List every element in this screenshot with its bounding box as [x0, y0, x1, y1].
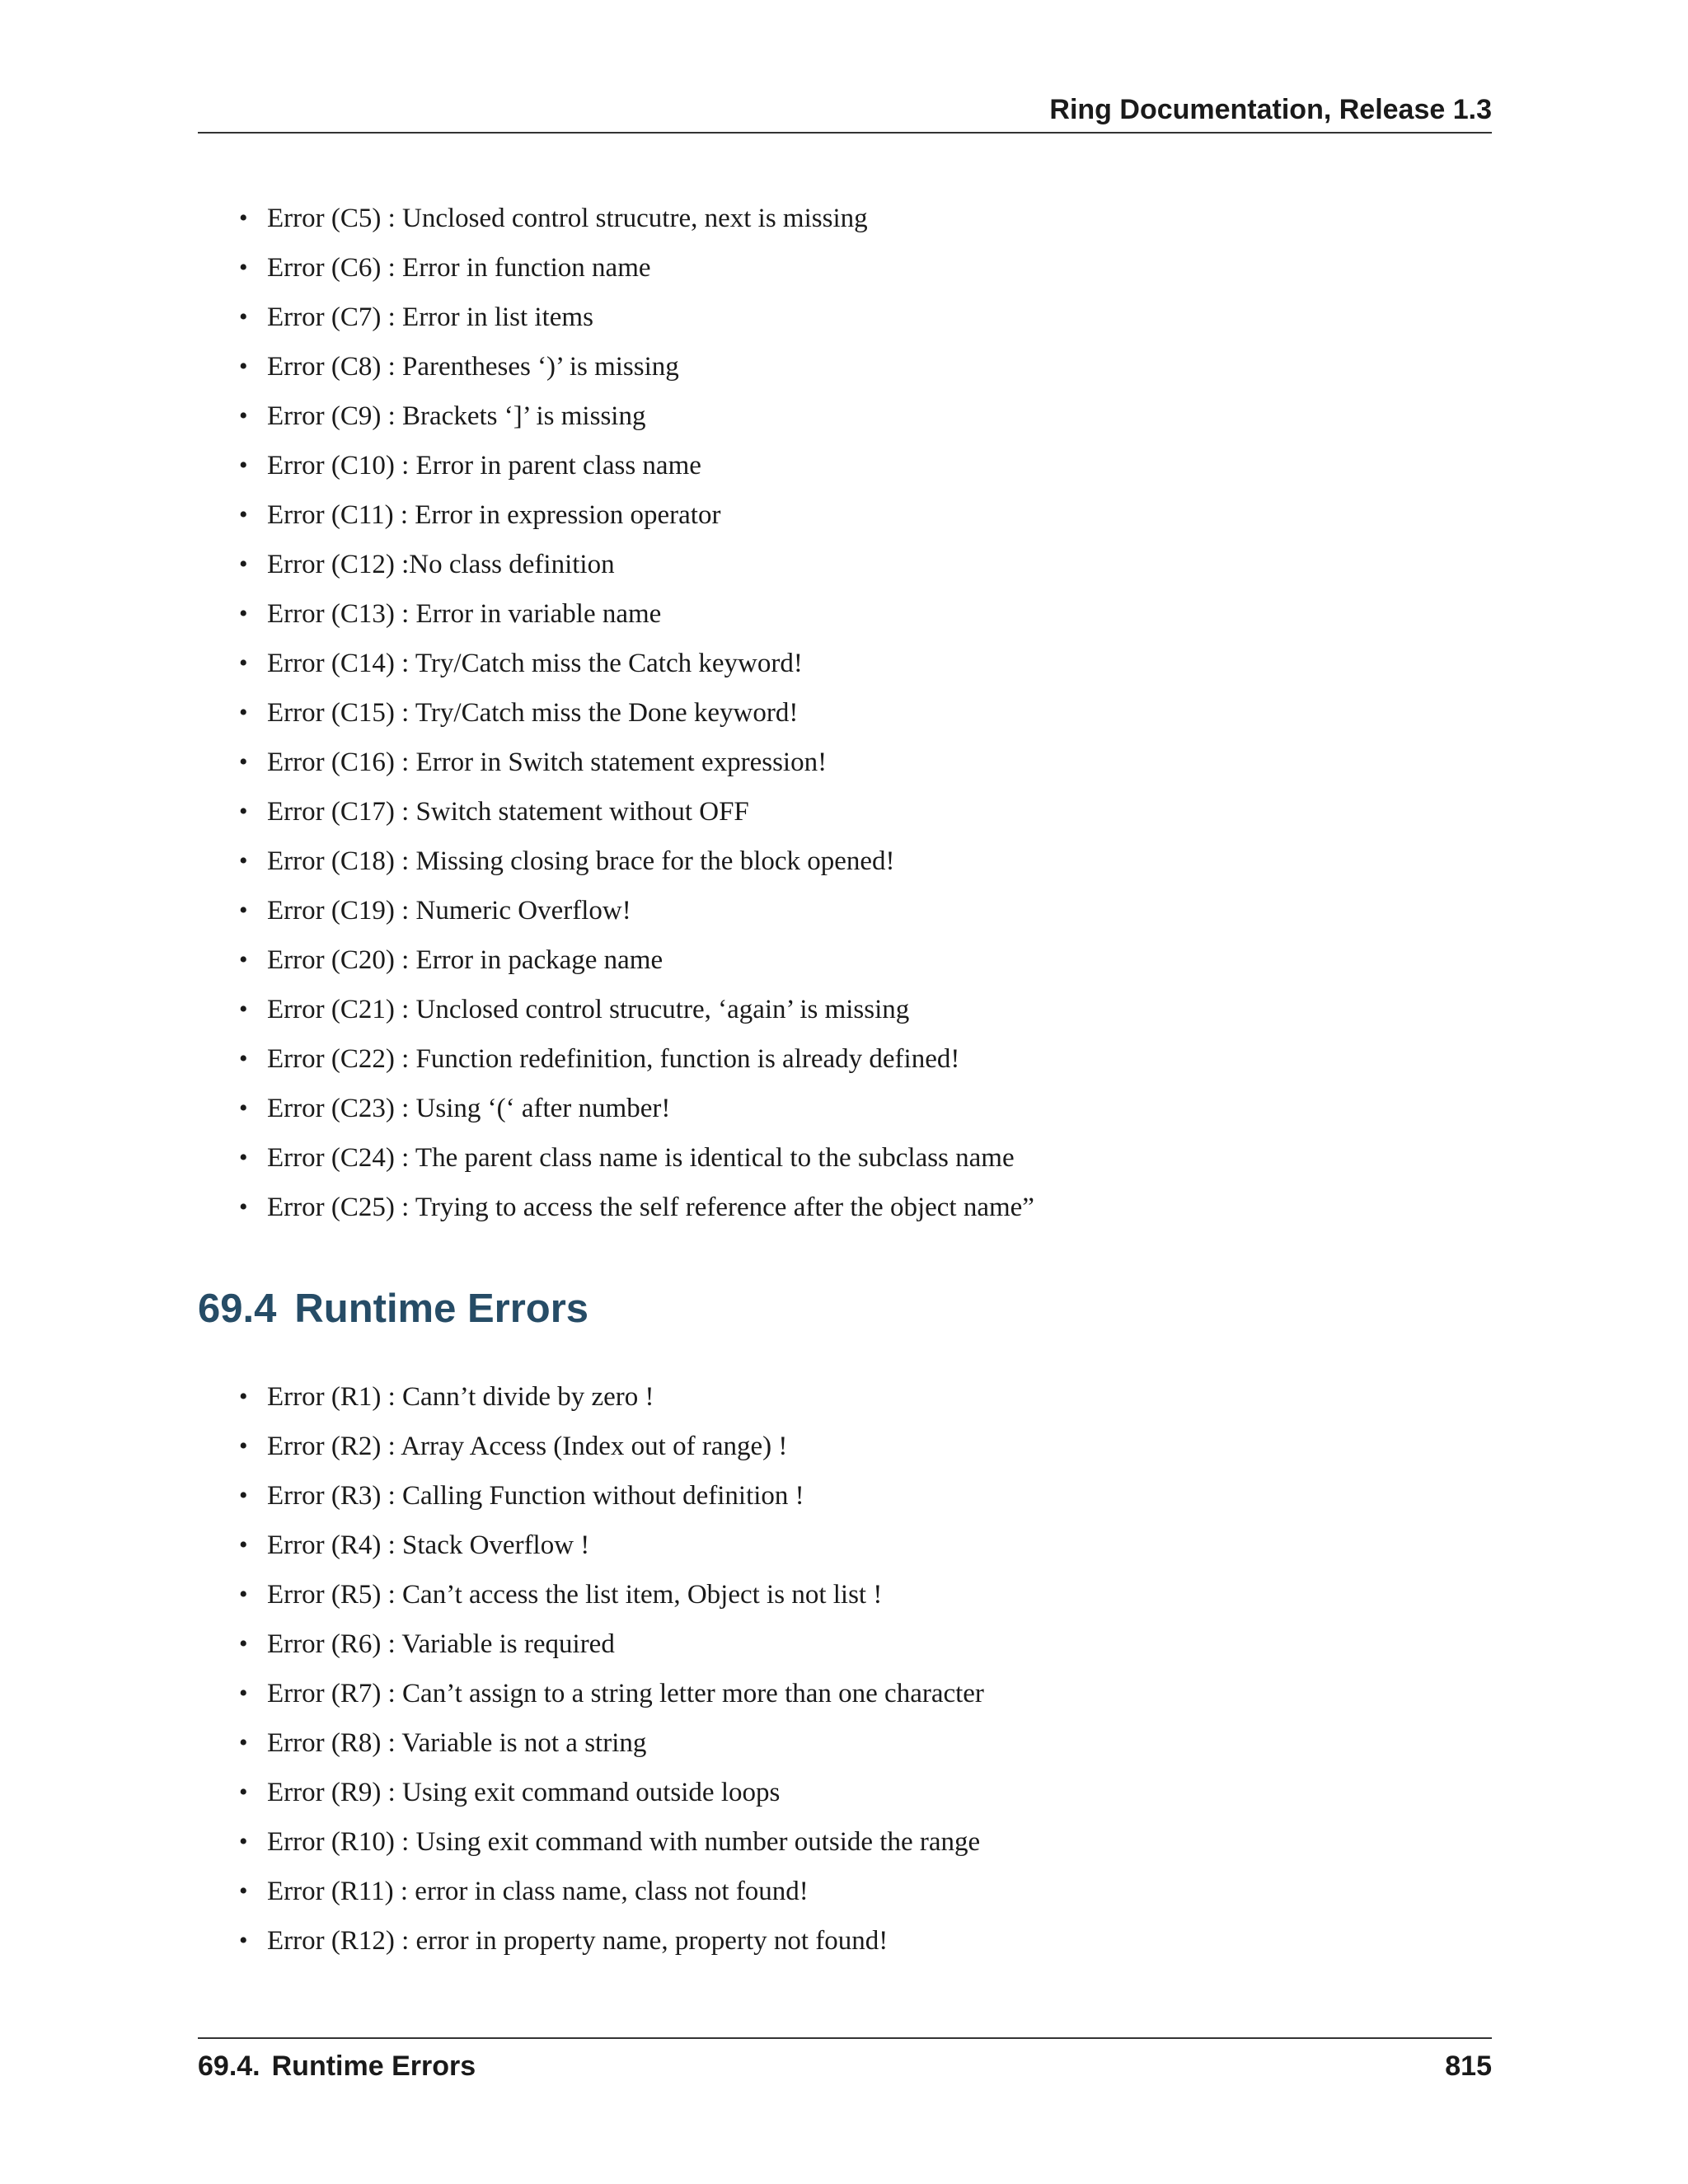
list-item: [239, 795, 1034, 845]
bullet-icon: •: [239, 204, 248, 232]
section-title: Runtime Errors: [294, 1286, 589, 1331]
list-item-text: Error (C17) : Switch statement without OFF: [267, 797, 749, 827]
list-item: [239, 894, 1034, 944]
bullet-icon: •: [239, 1877, 248, 1905]
list-item-text: Error (R6) : Variable is required: [267, 1629, 615, 1659]
list-item-text: Error (R3) : Calling Function without definition !: [267, 1481, 804, 1511]
list-item-text: Error (R9) : Using exit command outside loops: [267, 1778, 781, 1807]
bullet-icon: •: [239, 1432, 248, 1460]
list-item: [239, 993, 1034, 1043]
bullet-icon: •: [239, 1581, 248, 1608]
list-item-text: Error (C25) : Trying to access the self reference after the object name”: [267, 1193, 1034, 1222]
list-item: [239, 1776, 984, 1825]
bullet-icon: •: [239, 1779, 248, 1806]
bullet-icon: •: [239, 1193, 248, 1221]
bullet-icon: •: [239, 1828, 248, 1855]
list-item-text: Error (C21) : Unclosed control strucutre, ‘again’ is missing: [267, 995, 910, 1024]
list-item: [239, 1479, 984, 1529]
list-item: [239, 350, 1034, 400]
list-item-text: Error (C18) : Missing closing brace for the block opened!: [267, 846, 895, 876]
list-item-text: Error (C16) : Error in Switch statement expression!: [267, 748, 828, 777]
bullet-icon: •: [239, 1630, 248, 1657]
list-item: [239, 548, 1034, 598]
list-item-text: Error (C7) : Error in list items: [267, 302, 593, 332]
list-item-text: Error (R1) : Cann’t divide by zero !: [267, 1382, 654, 1412]
list-item: [239, 1092, 1034, 1141]
list-item: [239, 1529, 984, 1578]
list-item-text: Error (C10) : Error in parent class name: [267, 451, 701, 480]
bullet-icon: •: [239, 798, 248, 825]
bullet-icon: •: [239, 402, 248, 429]
section-heading: [198, 1286, 588, 1332]
bullet-icon: •: [239, 649, 248, 677]
list-item-text: Error (C22) : Function redefinition, function is already defined!: [267, 1044, 960, 1074]
list-item: [239, 696, 1034, 746]
list-item: [239, 1430, 984, 1479]
list-item-text: Error (C20) : Error in package name: [267, 945, 663, 975]
list-item: [239, 1141, 1034, 1191]
bullet-icon: •: [239, 946, 248, 973]
list-item-text: Error (C12) :No class definition: [267, 550, 615, 579]
list-item-text: Error (R2) : Array Access (Index out of range) !: [267, 1432, 788, 1461]
list-item-text: Error (R4) : Stack Overflow !: [267, 1530, 590, 1560]
list-item: [239, 1875, 984, 1924]
page-footer: [198, 2037, 1492, 2088]
list-item: [239, 598, 1034, 647]
bullet-icon: •: [239, 1531, 248, 1558]
footer-section-title: Runtime Errors: [271, 2050, 476, 2082]
list-item: [239, 1924, 984, 1974]
list-item-text: Error (C19) : Numeric Overflow!: [267, 896, 631, 926]
list-item: [239, 251, 1034, 301]
list-item-text: Error (C23) : Using ‘(‘ after number!: [267, 1094, 671, 1123]
list-item-text: Error (C5) : Unclosed control strucutre, next is missing: [267, 204, 868, 233]
section-number: 69.4: [198, 1286, 277, 1331]
bullet-icon: •: [239, 996, 248, 1023]
list-item-text: Error (R8) : Variable is not a string: [267, 1728, 647, 1758]
bullet-icon: •: [239, 897, 248, 924]
bullet-icon: •: [239, 1927, 248, 1954]
list-item-text: Error (C15) : Try/Catch miss the Done keyword!: [267, 698, 799, 728]
bullet-icon: •: [239, 847, 248, 874]
list-item-text: Error (R10) : Using exit command with number outside the range: [267, 1827, 981, 1857]
bullet-icon: •: [239, 1144, 248, 1171]
page-number: 815: [1445, 2050, 1492, 2082]
bullet-icon: •: [239, 353, 248, 380]
bullet-icon: •: [239, 1729, 248, 1756]
list-item: [239, 202, 1034, 251]
list-item-text: Error (C14) : Try/Catch miss the Catch keyword!: [267, 649, 803, 678]
list-item: [239, 1628, 984, 1677]
list-item: [239, 400, 1034, 449]
list-item-text: Error (C8) : Parentheses ‘)’ is missing: [267, 352, 679, 382]
page-header: [198, 91, 1492, 134]
document-title: Ring Documentation, Release 1.3: [1049, 94, 1492, 125]
list-item: [239, 1727, 984, 1776]
list-item: [239, 499, 1034, 548]
list-item-text: Error (R11) : error in class name, class not found!: [267, 1877, 809, 1906]
list-item: [239, 647, 1034, 696]
list-item-text: Error (C11) : Error in expression operator: [267, 500, 721, 530]
list-item: [239, 845, 1034, 894]
bullet-icon: •: [239, 1482, 248, 1509]
bullet-icon: •: [239, 1094, 248, 1122]
list-item-text: Error (R5) : Can’t access the list item, Object is not list !: [267, 1580, 883, 1610]
compile-error-list: [239, 202, 1034, 1240]
bullet-icon: •: [239, 1045, 248, 1072]
list-item: [239, 1825, 984, 1875]
bullet-icon: •: [239, 1680, 248, 1707]
bullet-icon: •: [239, 600, 248, 627]
bullet-icon: •: [239, 254, 248, 281]
list-item: [239, 1191, 1034, 1240]
bullet-icon: •: [239, 452, 248, 479]
footer-section-label: [198, 2050, 476, 2083]
bullet-icon: •: [239, 1383, 248, 1410]
list-item-text: Error (C24) : The parent class name is identical to the subclass name: [267, 1143, 1015, 1173]
list-item-text: Error (R12) : error in property name, property not found!: [267, 1926, 889, 1956]
runtime-error-list: [239, 1380, 984, 1974]
list-item: [239, 449, 1034, 499]
list-item: [239, 301, 1034, 350]
list-item-text: Error (C6) : Error in function name: [267, 253, 651, 283]
list-item: [239, 944, 1034, 993]
list-item: [239, 1380, 984, 1430]
list-item: [239, 746, 1034, 795]
bullet-icon: •: [239, 748, 248, 776]
list-item-text: Error (C13) : Error in variable name: [267, 599, 662, 629]
footer-section-number: 69.4.: [198, 2050, 260, 2082]
list-item: [239, 1043, 1034, 1092]
bullet-icon: •: [239, 699, 248, 726]
list-item-text: Error (C9) : Brackets ‘]’ is missing: [267, 401, 646, 431]
list-item-text: Error (R7) : Can’t assign to a string letter more than one character: [267, 1679, 984, 1708]
bullet-icon: •: [239, 303, 248, 330]
list-item: [239, 1578, 984, 1628]
list-item: [239, 1677, 984, 1727]
bullet-icon: •: [239, 501, 248, 528]
bullet-icon: •: [239, 551, 248, 578]
